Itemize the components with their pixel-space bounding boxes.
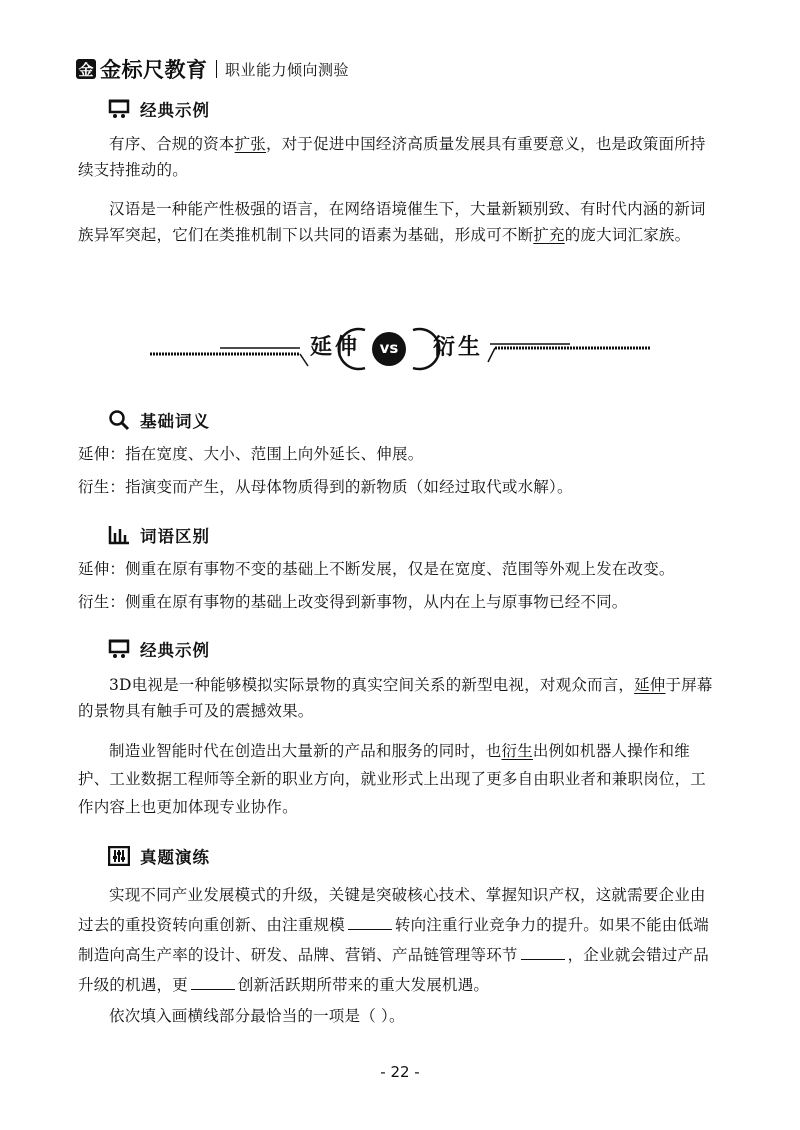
example-paragraph: 制造业智能时代在创造出大量新的产品和服务的同时，也衍生出例如机器人操作和维护、工业数据工程师等全新的职业方向，就业形式上出现了更多自由职业者和兼职岗位，工作内容上也更加体现专业协作。	[78, 742, 707, 816]
section-heading-definitions	[108, 407, 210, 433]
section-title: 词语区别	[140, 527, 210, 546]
highlighted-word: 衍生	[501, 742, 533, 760]
banner-word-right: 衍生	[433, 334, 484, 360]
section-title: 经典示例	[140, 101, 210, 120]
section-heading-examples-2	[108, 636, 210, 662]
section-heading-practice	[108, 843, 210, 869]
answer-blank[interactable]	[521, 945, 565, 960]
section-title: 基础词义	[140, 412, 210, 431]
highlighted-word: 扩张	[234, 135, 267, 153]
definition-line: 延伸：指在宽度、大小、范围上向外延长、伸展。	[78, 445, 424, 463]
banner-word-left: 延伸	[310, 334, 361, 360]
example-paragraph: 汉语是一种能产性极强的语言，在网络语境催生下，大量新颖别致、有时代内涵的新词族异军突起，它们在类推机制下以共同的语素为基础，形成可不断扩充的庞大词汇家族。	[78, 200, 706, 244]
section-title: 经典示例	[140, 641, 210, 660]
section-heading-differences	[108, 522, 210, 548]
example-paragraph: 3D电视是一种能够模拟实际景物的真实空间关系的新型电视，对观众而言，延伸于屏幕的景物具有触手可及的震撼效果。	[78, 676, 713, 720]
cart-icon	[108, 98, 130, 120]
question-stem: 实现不同产业发展模式的升级，关键是突破核心技术、掌握知识产权，这就需要企业由过去的重投资转向重创新、由注重规模 转向注重行业竞争力的提升。如果不能由低端制造向高生产率的设计、研发、品牌、营销、产品链管理等环节 ，企业就会错过产品升级的机遇，更 创新活跃期所带来的重大发展机遇。	[78, 886, 709, 994]
section-title: 真题演练	[140, 848, 210, 867]
vs-badge: vs	[379, 339, 399, 357]
answer-blank[interactable]	[348, 915, 392, 930]
brand-name: 金标尺教育	[100, 58, 208, 82]
sliders-icon	[108, 845, 130, 867]
question-prompt: 依次填入画横线部分最恰当的一项是（ ）。	[109, 1007, 405, 1025]
answer-blank[interactable]	[191, 975, 235, 990]
comparison-banner	[150, 318, 650, 378]
definition-line: 衍生：指演变而产生，从母体物质得到的新物质（如经过取代或水解）。	[78, 478, 573, 496]
header-divider	[216, 60, 218, 78]
difference-line: 延伸：侧重在原有事物不变的基础上不断发展，仅是在宽度、范围等外观上发在改变。	[78, 560, 675, 578]
cart-icon	[108, 638, 130, 660]
search-icon	[108, 409, 130, 431]
header-logo	[76, 54, 349, 84]
page-number: - 22 -	[380, 1063, 420, 1081]
difference-line: 衍生：侧重在原有事物的基础上改变得到新事物，从内在上与原事物已经不同。	[78, 593, 628, 611]
brand-logo-icon: 金	[76, 59, 96, 79]
bar-chart-icon	[108, 524, 130, 546]
example-paragraph: 有序、合规的资本扩张，对于促进中国经济高质量发展具有重要意义，也是政策面所持续支持推动的。	[78, 135, 706, 179]
section-heading-examples-1	[108, 96, 210, 122]
highlighted-word: 扩充	[533, 226, 565, 244]
header-subtitle: 职业能力倾向测验	[225, 60, 350, 79]
highlighted-word: 延伸	[634, 676, 666, 694]
